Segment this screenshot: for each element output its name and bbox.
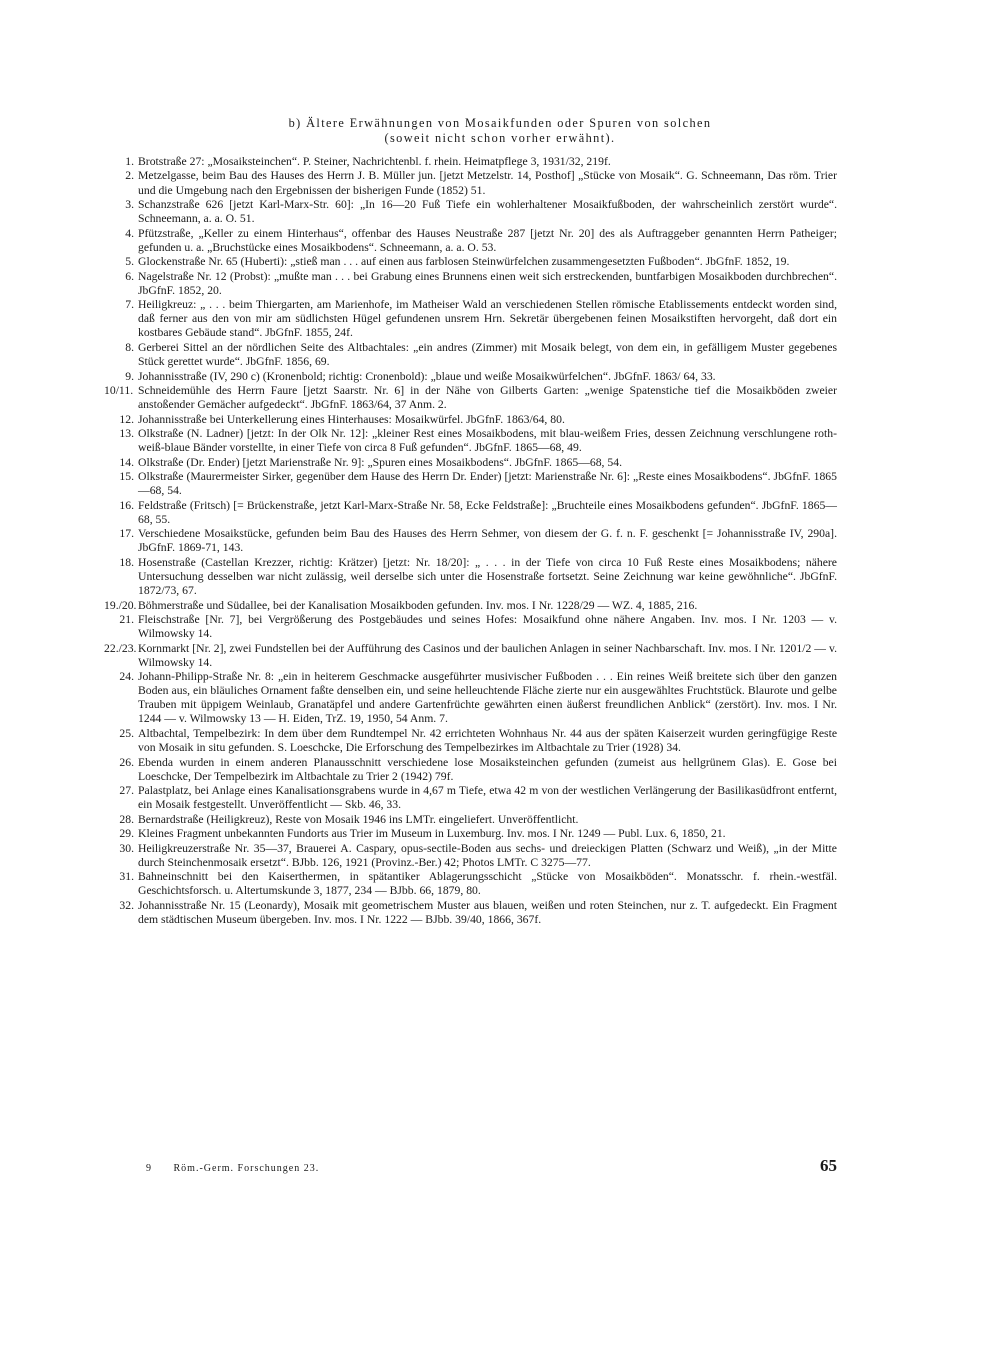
entry-number: 17. <box>119 527 134 541</box>
entry-number: 9. <box>125 369 134 383</box>
entry-text: Heiligkreuzerstraße Nr. 35—37, Brauerei A. Caspary, opus-sectile-Boden aus sechs- und dreieckigen Platten (Schwarz und Weiß), „in der Mitte durch Steinchenmosaik ersetzt“. BJbb. 126, 1921 (Provinz.-Ber.) 42; Photos LMTr. C 3275—77. <box>138 841 837 869</box>
entry-text: Bahneinschnitt bei den Kaiserthermen, in spätantiker Ablagerungsschicht „Stücke von Mosaikböden“. Monatsschr. f. rhein.-westfäl. Geschichtsforsch. u. Altertumskunde 3, 1877, 234 — BJbb. 66, 1879, 80. <box>138 870 837 898</box>
entry-text: Schanzstraße 626 [jetzt Karl-Marx-Str. 60]: „In 16—20 Fuß Tiefe ein wohlerhaltener Mosaikfußboden, der wahrscheinlich zerstört wurde“. Schneemann, a. a. O. 51. <box>138 198 837 226</box>
entry-text: Schneidemühle des Herrn Faure [jetzt Saarstr. Nr. 6] in der Nähe von Gilberts Garten: „wenige Spatenstiche tief die Mosaikböden zweier anstoßender Gemächer aufgedeckt“. JbGfnF. 1863/64, 37 Anm. 2. <box>138 384 837 412</box>
entry-text: Glockenstraße Nr. 65 (Huberti): „stieß man . . . auf einen aus farblosen Steinwürfelchen zusammengesetzten Fußboden“. JbGfnF. 1852, 19. <box>138 255 790 269</box>
entry-text: Heiligkreuz: „ . . . beim Thiergarten, am Marienhofe, im Matheiser Wald an verschiedenen Stellen römische Etablissements entdeckt worden sind, daß ferner aus den von mir am südlichsten Hügel gefundenen unsrem Hrn. Sekretär übergebenen feinen Mosaikstiften hervorgeht, daß dort ein kostbares Gebäude stand“. JbGfnF. 1855, 24f. <box>138 298 837 340</box>
list-item <box>113 813 837 827</box>
list-item <box>113 613 837 641</box>
entry-text: Olkstraße (Maurermeister Sirker, gegenüber dem Hause des Herrn Dr. Ender) [jetzt: Marienstraße Nr. 6]: „Reste eines Mosaikbodens“. JbGfnF. 1865—68, 54. <box>138 470 837 498</box>
list-item <box>113 198 837 226</box>
entry-text: Kornmarkt [Nr. 2], zwei Fundstellen bei der Aufführung des Casinos und der baulichen Anlagen in seiner Nachbarschaft. Inv. mos. I Nr. 1201/2 — v. Wilmowsky 14. <box>138 641 837 669</box>
entry-text: Metzelgasse, beim Bau des Hauses des Herrn J. B. Müller jun. [jetzt Metzelstr. 14, Posthof] „Stücke von Mosaik“. G. Schneemann, Das röm. Trier und die Umgebung nach den Ergebnissen der bisherigen Funde (1852) 51. <box>138 169 837 197</box>
section-heading-line-1: b) Ältere Erwähnungen von Mosaikfunden oder Spuren von solchen <box>288 116 712 130</box>
entry-text: Nagelstraße Nr. 12 (Probst): „mußte man . . . bei Grabung eines Brunnens einen weit sich erstreckenden, buntfarbigen Mosaikboden durchbrechen“. JbGfnF. 1852, 20. <box>138 269 837 297</box>
entry-number: 6. <box>125 269 134 283</box>
entry-number: 8. <box>125 340 134 354</box>
list-item <box>113 270 837 298</box>
entry-text: Feldstraße (Fritsch) [= Brückenstraße, jetzt Karl-Marx-Straße Nr. 58, Ecke Feldstraße]: „Bruchteile eines Mosaikbodens gefunden“. JbGfnF. 1865—68, 55. <box>138 498 837 526</box>
list-item <box>104 384 837 412</box>
list-item <box>113 727 837 755</box>
list-item <box>104 598 837 613</box>
entry-text: Kleines Fragment unbekannten Fundorts aus Trier im Museum in Luxemburg. Inv. mos. I Nr. 1249 — Publ. Lux. 6, 1850, 21. <box>138 827 726 841</box>
entry-number: 28. <box>119 812 134 826</box>
entry-text: Ebenda wurden in einem anderen Planausschnitt verschiedene lose Mosaiksteinchen gefunden (zumeist aus hellgrünem Glas). E. Gose bei Loeschcke, Der Tempelbezirk im Altbachtale zu Trier 2 (1942) 79f. <box>138 755 837 783</box>
entry-number: 5. <box>125 255 134 269</box>
list-item <box>113 756 837 784</box>
entry-number: 19./20. <box>104 598 137 612</box>
entry-text: Johannisstraße Nr. 15 (Leonardy), Mosaik mit geometrischem Muster aus blauen, weißen und roten Steinchen, nur z. T. aufgedeckt. Ein Fragment dem städtischen Museum übergeben. Inv. mos. I Nr. 1222 — BJbb. 39/40, 1866, 367f. <box>138 898 837 926</box>
entry-number: 26. <box>119 755 134 769</box>
list-item <box>113 670 837 726</box>
list-item <box>113 255 837 269</box>
list-item <box>113 456 837 470</box>
entry-text: Olkstraße (N. Ladner) [jetzt: In der Olk Nr. 12]: „kleiner Rest eines Mosaikbodens, mit blau-weißem Fries, dessen Zeichnung verschlungene roth-weiß-blaue Bänder vorstellte, in einer Tiefe von circa 8 Fuß gefunden“. JbGfnF. 1865—68, 49. <box>138 427 837 455</box>
page-footer <box>146 1163 319 1174</box>
list-item <box>113 556 837 598</box>
list-item <box>113 427 837 455</box>
entry-number: 24. <box>119 670 134 684</box>
sheet-signature: 9 <box>146 1163 152 1174</box>
entry-text: Olkstraße (Dr. Ender) [jetzt Marienstraße Nr. 9]: „Spuren eines Mosaikbodens“. JbGfnF. 1865—68, 54. <box>138 455 622 469</box>
entry-text: Pfützstraße, „Keller zu einem Hinterhaus“, offenbar des Hauses Neustraße 287 [jetzt Nr. 20] des als Auftraggeber genannten Herrn Patheiger; gefunden u. a. „Bruchstücke eines Mosaikbodens“. Schneemann, a. a. O. 53. <box>138 226 837 254</box>
entry-number: 18. <box>119 555 134 569</box>
entry-text: Bernardstraße (Heiligkreuz), Reste von Mosaik 1946 ins LMTr. eingeliefert. Unveröffentlicht. <box>138 812 579 826</box>
page-number: 65 <box>820 1156 837 1175</box>
list-item <box>113 527 837 555</box>
entry-text: Johannisstraße bei Unterkellerung eines Hinterhauses: Mosaikwürfel. JbGfnF. 1863/64, 80. <box>138 412 565 426</box>
list-item <box>113 842 837 870</box>
list-item <box>113 341 837 369</box>
entry-number: 31. <box>119 870 134 884</box>
entry-text: Brotstraße 27: „Mosaiksteinchen“. P. Steiner, Nachrichtenbl. f. rhein. Heimatpflege 3, 1931/32, 219f. <box>138 155 611 168</box>
entry-number: 30. <box>119 841 134 855</box>
entry-number: 4. <box>125 226 134 240</box>
entry-number: 15. <box>119 470 134 484</box>
entry-number: 16. <box>119 498 134 512</box>
entry-number: 1. <box>125 155 134 168</box>
entry-text: Johann-Philipp-Straße Nr. 8: „ein in heiterem Geschmacke ausgeführter musivischer Fußboden . . . Ein reines Weiß breitete sich über den ganzen Boden aus, ein bläuliches Ornament faßte denselben ein, und seine helleuchtende Fläche zierte nur ein ausgewähltes Fruchtstück. Blaurote und gelbe Trauben mit üppigem Weinlaub, Granatäpfel und andere Gartenfrüchte gewährten einen äußerst freundlichen Anblick“ (zerstört). Inv. mos. I Nr. 1244 — v. Wilmowsky 13 — H. Eiden, TrZ. 19, 1950, 54 Anm. 7. <box>138 670 837 726</box>
list-item <box>113 499 837 527</box>
list-item <box>113 370 837 384</box>
entry-number: 2. <box>125 169 134 183</box>
entry-text: Verschiedene Mosaikstücke, gefunden beim Bau des Hauses des Herrn Sehmer, von diesem der G. f. n. F. geschenkt [= Johannisstraße IV, 290a]. JbGfnF. 1869-71, 143. <box>138 527 837 555</box>
entry-number: 12. <box>119 412 134 426</box>
list-item <box>113 169 837 197</box>
entry-text: Gerberei Sittel an der nördlichen Seite des Altbachtales: „ein andres (Zimmer) mit Mosaik belegt, von dem ein, in gefälligem Muster gegebenes Stück gerettet wurde“. JbGfnF. 1856, 69. <box>138 340 837 369</box>
list-item <box>113 827 837 841</box>
entry-list <box>104 155 837 927</box>
list-item <box>113 227 837 255</box>
section-heading <box>140 116 860 146</box>
entry-number: 29. <box>119 827 134 841</box>
entry-text: Altbachtal, Tempelbezirk: In dem über dem Rundtempel Nr. 42 errichteten Wohnhaus Nr. 44 aus der späten Kaiserzeit wurden geringfügige Reste von Mosaik in situ gefunden. S. Loeschcke, Die Erforschung des Tempelbezirkes im Altbachtale zu Trier (1928) 34. <box>138 726 837 755</box>
entry-number: 14. <box>119 455 134 469</box>
entry-number: 27. <box>119 784 134 798</box>
list-item <box>113 470 837 498</box>
entry-number: 32. <box>119 898 134 912</box>
entry-number: 22./23. <box>104 641 137 655</box>
entry-text: Hosenstraße (Castellan Krezzer, richtig: Krätzer) [jetzt: Nr. 18/20]: „ . . . in der Tiefe von circa 10 Fuß Reste eines Mosaikbodens; nähere Untersuchung desselben war nicht zulässig, weil derselbe sich unter die Hosenstraße fortsetzt. Seine Zeichnung war keine gewöhnliche“. JbGfnF. 1872/73, 67. <box>138 555 837 598</box>
entry-number: 10/11. <box>104 384 134 398</box>
list-item <box>113 155 837 169</box>
entry-text: Böhmerstraße und Südallee, bei der Kanalisation Mosaikboden gefunden. Inv. mos. I Nr. 1228/29 — WZ. 4, 1885, 216. <box>138 598 698 612</box>
list-item <box>113 784 837 812</box>
entry-text: Johannisstraße (IV, 290 c) (Kronenbold; richtig: Cronenbold): „blaue und weiße Mosaikwürfelchen“. JbGfnF. 1863/ 64, 33. <box>138 369 716 383</box>
entry-number: 3. <box>125 198 134 212</box>
list-item <box>113 413 837 427</box>
list-item <box>104 641 837 670</box>
entry-number: 21. <box>119 613 134 627</box>
entry-text: Fleischstraße [Nr. 7], bei Vergrößerung des Postgebäudes und seines Hofes: Mosaikfund ohne nähere Angaben. Inv. mos. I Nr. 1203 — v. Wilmowsky 14. <box>138 613 837 641</box>
list-item <box>113 298 837 340</box>
series-title: Röm.-Germ. Forschungen 23. <box>173 1163 320 1174</box>
entry-number: 13. <box>119 427 134 441</box>
entry-number: 25. <box>119 726 134 740</box>
entry-text: Palastplatz, bei Anlage eines Kanalisationsgrabens wurde in 4,67 m Tiefe, etwa 42 m von der westlichen Verlängerung der Basilikasüdfront entfernt, ein Mosaik festgestellt. Unveröffentlicht — Skb. 46, 33. <box>138 784 837 812</box>
entry-number: 7. <box>125 298 134 312</box>
list-item <box>113 870 837 898</box>
list-item <box>113 899 837 927</box>
section-heading-line-2: (soweit nicht schon vorher erwähnt). <box>384 131 616 145</box>
